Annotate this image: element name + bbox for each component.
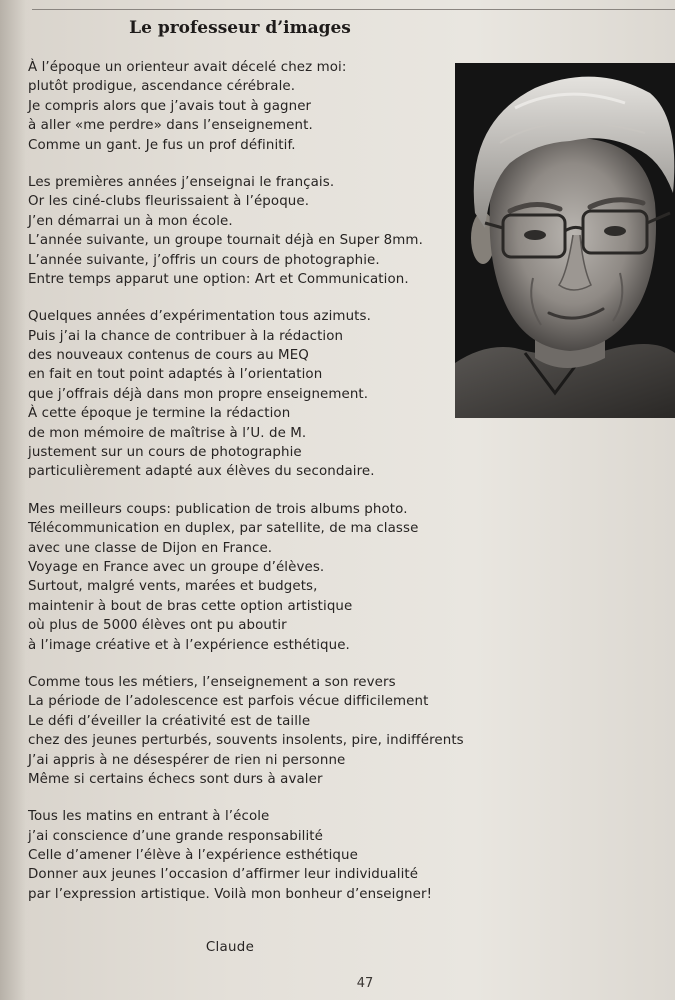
text-line: Mes meilleurs coups: publication de trois albums photo. (28, 501, 408, 517)
stanza-2 (28, 173, 468, 289)
text-line: justement sur un cours de photographie (28, 445, 302, 461)
portrait-illustration (455, 63, 675, 418)
text-line: Entre temps apparut une option: Art et Communication. (28, 271, 409, 287)
text-line: Les premières années j’enseignai le français. (28, 174, 335, 190)
text-line: à aller «me perdre» dans l’enseignement. (28, 118, 313, 134)
text-line: particulièrement adapté aux élèves du secondaire. (28, 464, 375, 480)
text-line: maintenir à bout de bras cette option artistique (28, 598, 353, 614)
text-line: À cette époque je termine la rédaction (28, 406, 291, 422)
stanza-3 (28, 307, 468, 482)
text-line: j’ai conscience d’une grande responsabilité (28, 828, 323, 844)
stanza-1 (28, 58, 468, 155)
author-portrait-photo (455, 63, 675, 418)
text-line: par l’expression artistique. Voilà mon bonheur d’enseigner! (28, 886, 433, 902)
text-line: Surtout, malgré vents, marées et budgets, (28, 579, 318, 595)
text-line: Or les ciné-clubs fleurissaient à l’époque. (28, 194, 310, 210)
text-line: Même si certains échecs sont durs à avaler (28, 771, 323, 787)
article-body (28, 58, 468, 922)
text-line: Puis j’ai la chance de contribuer à la rédaction (28, 328, 344, 344)
text-line: L’année suivante, j’offris un cours de photographie. (28, 252, 380, 268)
text-line: Comme un gant. Je fus un prof définitif. (28, 137, 296, 153)
article-title: Le professeur d’images (129, 18, 351, 38)
text-line: chez des jeunes perturbés, souvents insolents, pire, indifférents (28, 733, 464, 749)
text-line: à l’image créative et à l’expérience esthétique. (28, 637, 350, 653)
text-line: avec une classe de Dijon en France. (28, 540, 273, 556)
text-line: des nouveaux contenus de cours au MEQ (28, 348, 309, 364)
text-line: Le défi d’éveiller la créativité est de taille (28, 713, 311, 729)
stanza-4 (28, 500, 468, 655)
text-line: J’en démarrai un à mon école. (28, 213, 233, 229)
top-rule (32, 9, 675, 10)
text-line: en fait en tout point adaptés à l’orientation (28, 367, 323, 383)
text-line: Donner aux jeunes l’occasion d’affirmer leur individualité (28, 867, 419, 883)
text-line: Celle d’amener l’élève à l’expérience esthétique (28, 848, 358, 864)
stanza-6 (28, 807, 468, 904)
text-line: La période de l’adolescence est parfois vécue difficilement (28, 694, 429, 710)
text-line: Voyage en France avec un groupe d’élèves. (28, 559, 325, 575)
text-line: Quelques années d’expérimentation tous azimuts. (28, 309, 371, 325)
text-line: de mon mémoire de maîtrise à l’U. de M. (28, 425, 307, 441)
page-gutter-shadow (0, 0, 26, 1000)
text-line: que j’offrais déjà dans mon propre enseignement. (28, 386, 369, 402)
text-line: L’année suivante, un groupe tournait déjà en Super 8mm. (28, 233, 423, 249)
text-line: J’ai appris à ne désespérer de rien ni personne (28, 752, 346, 768)
text-line: À l’époque un orienteur avait décelé chez moi: (28, 60, 347, 75)
text-line: Je compris alors que j’avais tout à gagner (28, 98, 312, 114)
text-line: Télécommunication en duplex, par satellite, de ma classe (28, 521, 419, 537)
text-line: plutôt prodigue, ascendance cérébrale. (28, 79, 296, 95)
author-signature: Claude (205, 940, 255, 955)
text-line: où plus de 5000 élèves ont pu aboutir (28, 618, 287, 634)
text-line: Tous les matins en entrant à l’école (28, 809, 270, 825)
stanza-5 (28, 673, 468, 789)
page-number: 47 (356, 976, 374, 991)
text-line: Comme tous les métiers, l’enseignement a son revers (28, 674, 396, 690)
